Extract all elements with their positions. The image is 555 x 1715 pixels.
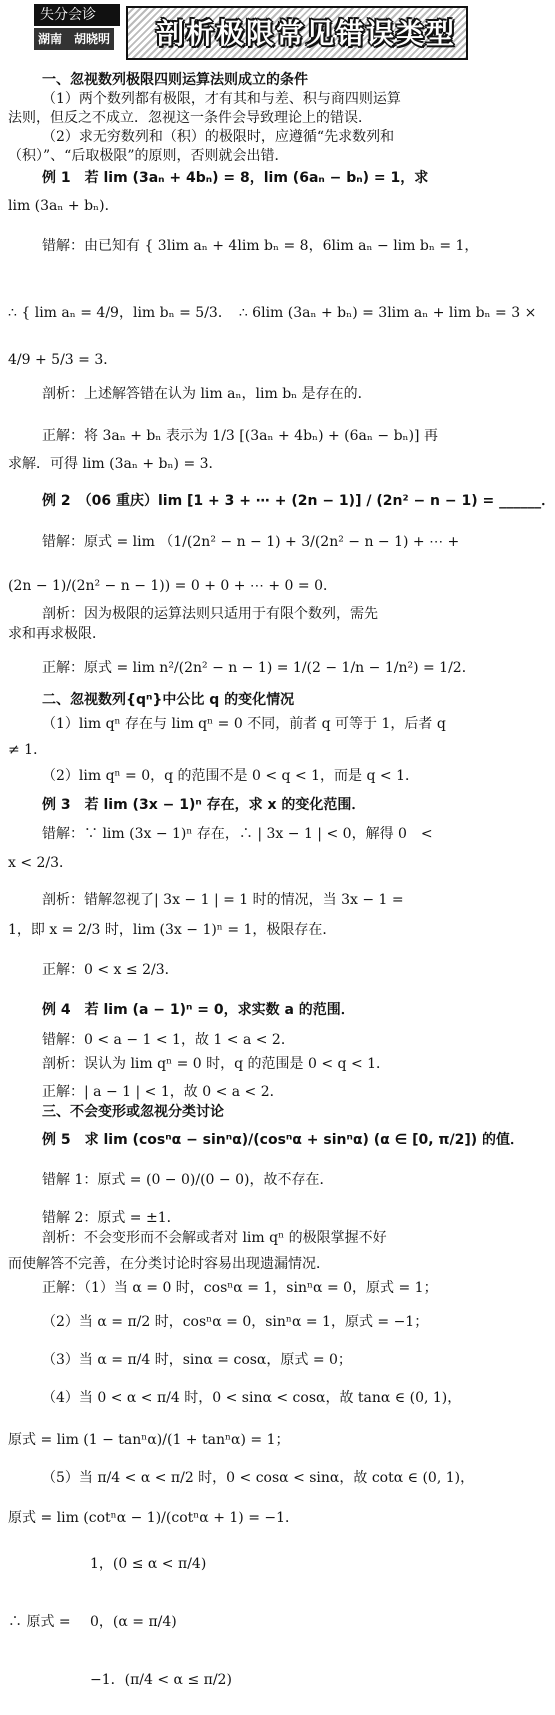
text-line: 剖析：误认为 lim qⁿ = 0 时，q 的范围是 0 < q < 1． <box>42 1056 391 1072</box>
text-line: 错解 1：原式 = (0 − 0)/(0 − 0)，故不存在． <box>42 1172 334 1188</box>
text-line: 法则，但反之不成立．忽视这一条件会导致理论上的错误． <box>8 110 372 126</box>
article-title: 剖析极限常见错误类型 <box>156 17 457 50</box>
text-line: （3）当 α = π/4 时，sinα = cosα，原式 = 0； <box>42 1352 352 1368</box>
text-line: ∴ { lim aₙ = 4/9，lim bₙ = 5/3． ∴ 6lim (3aₙ + bₙ) = 3lim aₙ + lim bₙ = 3 × <box>8 305 537 321</box>
column-tag: 失分会诊 <box>34 4 120 26</box>
text-line: x < 2/3． <box>8 855 74 871</box>
text-line: 错解：∵ lim (3x − 1)ⁿ 存在，∴ | 3x − 1 | < 0，解得 0 < <box>42 826 433 842</box>
text-line: ≠ 1． <box>8 742 48 758</box>
text-line: （积）”、“后取极限”的原则，否则就会出错． <box>8 148 289 164</box>
text-line: 错解：0 < a − 1 < 1，故 1 < a < 2． <box>42 1032 295 1048</box>
text-line: lim (3aₙ + bₙ)． <box>8 198 119 214</box>
text-line: 正解：0 < x ≤ 2/3． <box>42 962 179 978</box>
text-line: 错解 2：原式 = ±1． <box>42 1210 181 1226</box>
text-line: 求解．可得 lim (3aₙ + bₙ) = 3． <box>8 456 223 472</box>
text-line: 错解：由已知有 { 3lim aₙ + 4lim bₙ = 8，6lim aₙ − lim bₙ = 1， <box>42 238 479 254</box>
text-line: −1．(π/4 < α ≤ π/2) <box>90 1672 232 1688</box>
text-line: 三、不会变形或忽视分类讨论 <box>42 1104 224 1120</box>
text-line: 剖析：不会变形而不会解或者对 lim qⁿ 的极限掌握不好 <box>42 1230 387 1246</box>
text-line: 1，(0 ≤ α < π/4) <box>90 1556 207 1572</box>
text-line: 例 5 求 lim (cosⁿα − sinⁿα)/(cosⁿα + sinⁿα) (α ∈ [0, π/2]) 的值． <box>42 1132 525 1148</box>
text-line: （1）两个数列都有极限，才有其和与差、积与商四则运算 <box>42 91 401 107</box>
text-line: (2n − 1)/(2n² − n − 1)) = 0 + 0 + ⋯ + 0 = 0． <box>8 578 337 594</box>
article-header <box>34 4 466 62</box>
text-line: 例 4 若 lim (a − 1)ⁿ = 0，求实数 a 的范围． <box>42 1002 355 1018</box>
text-line: 4/9 + 5/3 = 3． <box>8 352 118 368</box>
author-name: 湖南 胡晓明 <box>34 28 114 50</box>
text-line: 剖析：因为极限的运算法则只适用于有限个数列，需先 <box>42 606 378 622</box>
text-line: 正解：（1）当 α = 0 时，cosⁿα = 1，sinⁿα = 0，原式 = 1； <box>42 1280 438 1296</box>
text-line: 例 2 （06 重庆）lim [1 + 3 + ⋯ + (2n − 1)] / (2n² − n − 1) = ______． <box>42 493 555 509</box>
text-line: 求和再求极限． <box>8 626 106 642</box>
text-line: （2）lim qⁿ = 0，q 的范围不是 0 < q < 1，而是 q < 1． <box>42 768 419 784</box>
text-line: ∴ 原式 = <box>8 1614 71 1630</box>
text-line: （5）当 π/4 < α < π/2 时，0 < cosα < sinα，故 cotα ∈ (0, 1)， <box>42 1470 475 1486</box>
text-line: 正解：将 3aₙ + bₙ 表示为 1/3 [(3aₙ + 4bₙ) + (6aₙ − bₙ)] 再 <box>42 428 438 444</box>
text-line: 而使解答不完善，在分类讨论时容易出现遗漏情况． <box>8 1256 330 1272</box>
text-line: 例 1 若 lim (3aₙ + 4bₙ) = 8，lim (6aₙ − bₙ) = 1，求 <box>42 170 429 186</box>
text-line: 正解：原式 = lim n²/(2n² − n − 1) = 1/(2 − 1/n − 1/n²) = 1/2． <box>42 660 476 676</box>
text-line: 例 3 若 lim (3x − 1)ⁿ 存在，求 x 的变化范围． <box>42 797 366 813</box>
text-line: 剖析：上述解答错在认为 lim aₙ，lim bₙ 是存在的． <box>42 386 372 402</box>
text-line: 1，即 x = 2/3 时，lim (3x − 1)ⁿ = 1，极限存在． <box>8 922 337 938</box>
text-line: 一、忽视数列极限四则运算法则成立的条件 <box>42 72 308 88</box>
text-line: 剖析：错解忽视了| 3x − 1 | = 1 时的情况，当 3x − 1 = <box>42 892 404 908</box>
text-line: 错解：原式 = lim （1/(2n² − n − 1) + 3/(2n² − n − 1) + ⋯ + <box>42 534 460 550</box>
text-line: 二、忽视数列{qⁿ}中公比 q 的变化情况 <box>42 692 295 708</box>
text-line: （1）lim qⁿ 存在与 lim qⁿ = 0 不同，前者 q 可等于 1，后者 q <box>42 716 446 732</box>
text-line: （4）当 0 < α < π/4 时，0 < sinα < cosα，故 tanα ∈ (0, 1)， <box>42 1390 462 1406</box>
text-line: 正解：| a − 1 | < 1，故 0 < a < 2． <box>42 1084 284 1100</box>
text-line: 原式 = lim (cotⁿα − 1)/(cotⁿα + 1) = −1． <box>8 1510 300 1526</box>
text-line: （2）求无穷数列和（积）的极限时，应遵循“先求数列和 <box>42 129 395 145</box>
text-line: （2）当 α = π/2 时，cosⁿα = 0，sinⁿα = 1，原式 = −1； <box>42 1314 429 1330</box>
title-banner <box>126 6 468 60</box>
text-line: 0，(α = π/4) <box>90 1614 177 1630</box>
text-line: 原式 = lim (1 − tanⁿα)/(1 + tanⁿα) = 1； <box>8 1432 290 1448</box>
